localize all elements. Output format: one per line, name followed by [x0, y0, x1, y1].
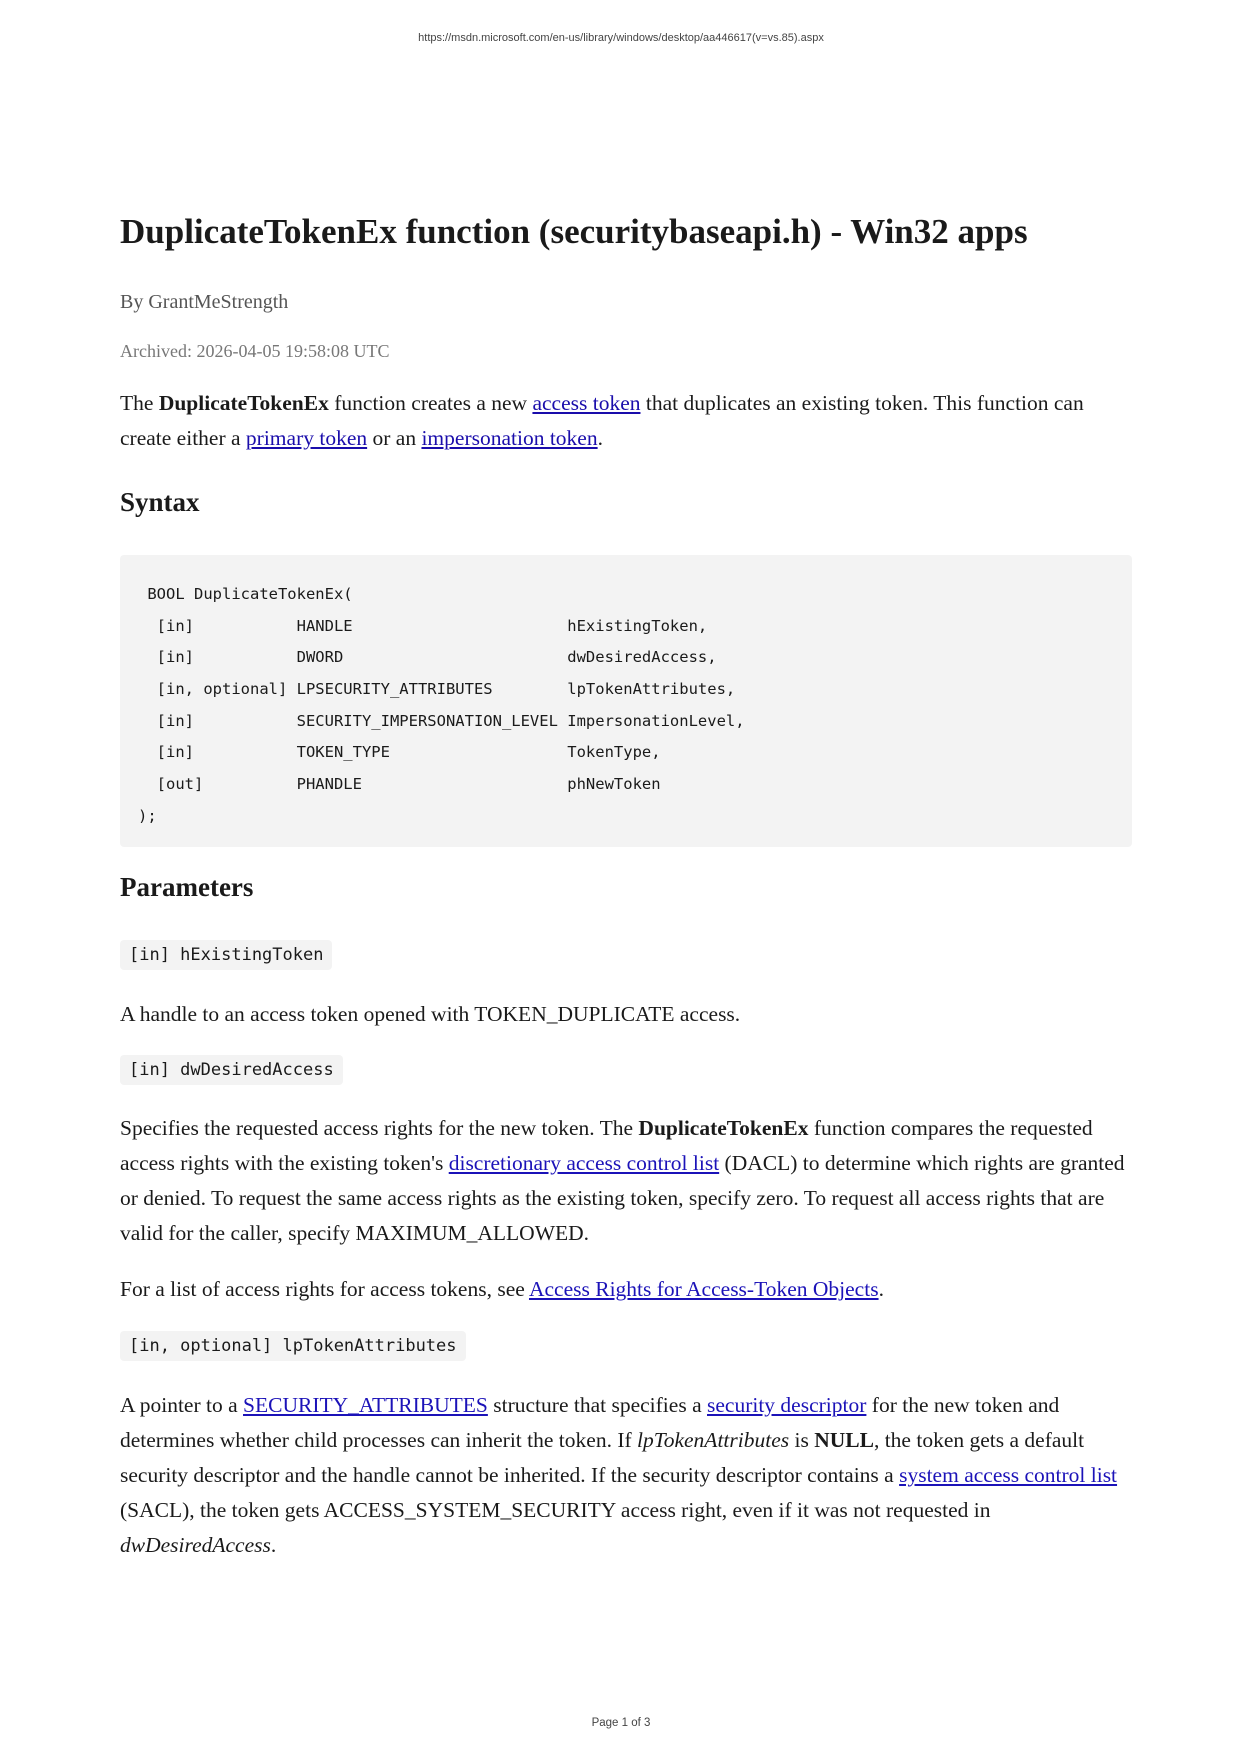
parameters-heading: Parameters: [120, 872, 254, 902]
code-line: [in] TOKEN_TYPE TokenType,: [138, 743, 661, 762]
archived-timestamp: Archived: 2026-04-05 19:58:08 UTC: [120, 341, 390, 361]
source-url: https://msdn.microsoft.com/en-us/library/windows/desktop/aa446617(v=vs.85).aspx: [418, 32, 824, 44]
param-description: Specifies the requested access rights for the new token. The DuplicateTokenEx function compares the requested access rights with the existing token's discretionary access control list (DACL) to determine which rights are granted or denied. To request the same access rights as the existing token, specify zero. To request all access rights that are valid for the caller, specify MAXIMUM_ALLOWED.: [120, 1116, 1125, 1245]
page-title: DuplicateTokenEx function (securitybaseapi.h) - Win32 apps: [120, 212, 1028, 251]
link-security-descriptor[interactable]: security descriptor: [707, 1393, 867, 1417]
code-line: [in] HANDLE hExistingToken,: [138, 616, 708, 635]
code-line: [in] DWORD dwDesiredAccess,: [138, 648, 717, 667]
code-line: );: [138, 806, 157, 825]
param-description: A pointer to a SECURITY_ATTRIBUTES structure that specifies a security descriptor for the new token and determines whether child processes can inherit the token. If lpTokenAttributes is NULL, the token gets a default security descriptor and the handle cannot be inherited. If the security descriptor contains a system access control list (SACL), the token gets ACCESS_SYSTEM_SECURITY access right, even if it was not requested in dwDesiredAccess.: [120, 1393, 1118, 1557]
code-line: [in] SECURITY_IMPERSONATION_LEVEL ImpersonationLevel,: [138, 711, 745, 730]
link-primary-token[interactable]: primary token: [245, 426, 368, 450]
code-line: BOOL DuplicateTokenEx(: [138, 585, 353, 603]
param-description: For a list of access rights for access tokens, see Access Rights for Access-Token Objects.: [120, 1277, 884, 1301]
link-security-attributes[interactable]: SECURITY_ATTRIBUTES: [243, 1393, 488, 1417]
byline: By GrantMeStrength: [120, 291, 289, 313]
link-impersonation-token[interactable]: impersonation token: [421, 426, 598, 450]
intro-paragraph: The DuplicateTokenEx function creates a new access token that duplicates an existing token. This function can create either a primary token or an impersonation token.: [120, 391, 1084, 450]
link-dacl[interactable]: discretionary access control list: [448, 1151, 720, 1175]
function-name: DuplicateTokenEx: [158, 391, 329, 415]
param-name: [in] dwDesiredAccess: [120, 1055, 343, 1085]
syntax-heading: Syntax: [120, 487, 200, 517]
link-sacl[interactable]: system access control list: [899, 1463, 1118, 1487]
link-access-rights[interactable]: Access Rights for Access-Token Objects: [528, 1277, 879, 1301]
page-number: Page 1 of 3: [591, 1717, 651, 1729]
param-name: [in] hExistingToken: [120, 940, 332, 970]
syntax-code-block: [120, 555, 1132, 847]
param-name: [in, optional] lpTokenAttributes: [120, 1331, 466, 1361]
code-line: [out] PHANDLE phNewToken: [138, 775, 661, 794]
param-description: A handle to an access token opened with TOKEN_DUPLICATE access.: [120, 1002, 741, 1026]
link-access-token[interactable]: access token: [532, 391, 641, 415]
code-line: [in, optional] LPSECURITY_ATTRIBUTES lpTokenAttributes,: [138, 680, 736, 699]
